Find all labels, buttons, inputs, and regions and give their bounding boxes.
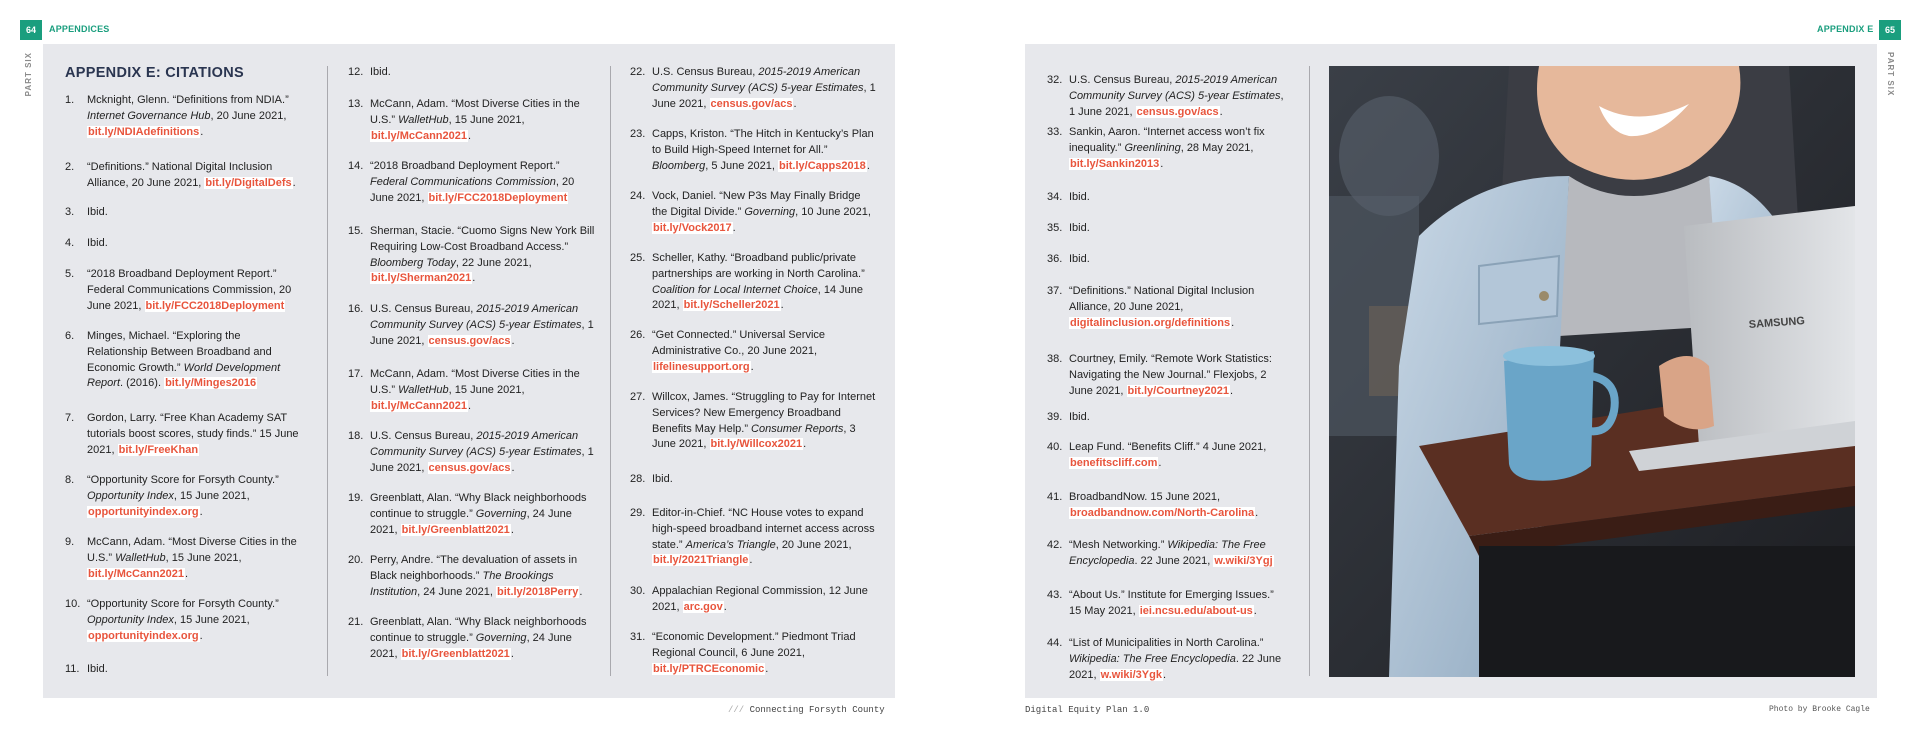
- column-divider: [1309, 66, 1310, 676]
- citation-text: “List of Municipalities in North Carolina.”: [1069, 637, 1264, 649]
- citation-text-cont: , 15 June 2021,: [173, 489, 250, 502]
- citation-end-punct: .: [1219, 105, 1223, 118]
- citation-text-cont: , 14 June 2021,: [652, 283, 863, 312]
- citation-number: 20.: [348, 554, 364, 566]
- citation-entry: [348, 429, 598, 476]
- citation-source-title: 2015-2019 American Community Survey (ACS) 5-year Estimates: [1069, 74, 1281, 102]
- citation-text-cont: , 20 June 2021,: [210, 109, 287, 122]
- citation-entry: [630, 251, 876, 314]
- citation-number: 1.: [65, 94, 75, 106]
- citation-source-title: WalletHub: [115, 551, 166, 564]
- citation-end-punct: .: [750, 360, 754, 373]
- citation-entry: [65, 205, 301, 221]
- citation-entry: [630, 584, 876, 616]
- citation-text: McCann, Adam. “Most Diverse Cities in the U.S.”: [87, 536, 297, 564]
- citation-link[interactable]: bit.ly/McCann2021: [371, 399, 467, 412]
- citation-number: 37.: [1047, 285, 1063, 297]
- citation-number: 25.: [630, 252, 646, 264]
- citation-entry: [65, 160, 301, 192]
- citation-text: Ibid.: [87, 237, 108, 249]
- citation-text: Ibid.: [87, 663, 108, 675]
- citation-entry: [1047, 636, 1289, 683]
- citation-text-cont: , 22 June 2021,: [455, 256, 532, 269]
- part-label-right: PART SIX: [1886, 52, 1895, 97]
- section-header-left: APPENDICES: [49, 24, 110, 34]
- citation-end-punct: .: [749, 554, 753, 567]
- citation-entry: [630, 189, 876, 236]
- citation-text: U.S. Census Bureau,: [652, 66, 759, 78]
- citation-text: Minges, Michael. “Exploring the Relationship Between Broadband and Economic Growth.”: [87, 330, 272, 374]
- citation-source-title: Internet Governance Hub: [87, 109, 211, 122]
- citation-link[interactable]: broadbandnow.com/North-Carolina: [1070, 506, 1255, 519]
- citation-text: Editor-in-Chief. “NC House votes to expand high-speed broadband internet access across state.”: [652, 507, 875, 551]
- citation-end-punct: .: [732, 221, 736, 234]
- citation-text-cont: . 22 June 2021,: [1069, 652, 1282, 681]
- citation-link[interactable]: bit.ly/Sankin2013: [1070, 157, 1160, 170]
- citation-text: Ibid.: [1069, 411, 1090, 423]
- citation-link[interactable]: benefitscliff.com: [1070, 456, 1158, 469]
- citation-text: U.S. Census Bureau,: [370, 303, 477, 315]
- citation-number: 27.: [630, 391, 646, 403]
- citation-end-punct: .: [866, 159, 870, 172]
- citation-end-punct: .: [199, 629, 203, 642]
- citation-entry: [1047, 125, 1289, 172]
- citation-entry: [348, 224, 598, 287]
- citation-source-title: America’s Triangle: [685, 538, 776, 551]
- citation-entry: [348, 553, 598, 600]
- citation-entry: [630, 506, 876, 569]
- citation-link[interactable]: bit.ly/Capps2018: [778, 159, 866, 172]
- citation-link[interactable]: bit.ly/Minges2016: [165, 377, 257, 390]
- section-header-right: APPENDIX E: [1817, 24, 1874, 34]
- citation-end-punct: .: [1158, 456, 1162, 469]
- citation-number: 15.: [348, 225, 364, 237]
- citation-end-punct: .: [467, 129, 472, 142]
- citation-link[interactable]: bit.ly/PTRCEconomic: [653, 662, 765, 675]
- footer-slashes: ///: [728, 705, 745, 715]
- citation-entry: [348, 65, 598, 81]
- citation-text: Sherman, Stacie. “Cuomo Signs New York Bill Requiring Low-Cost Broadband Access.”: [370, 225, 595, 253]
- citation-number: 19.: [348, 492, 364, 504]
- citation-end-punct: .: [511, 334, 515, 347]
- citation-number: 9.: [65, 536, 75, 548]
- photo-illustration: [1329, 66, 1855, 677]
- citation-end-punct: .: [1231, 316, 1235, 329]
- student-laptop-photo: [1329, 66, 1855, 677]
- page-number-right: 65: [1879, 20, 1901, 40]
- citation-text-cont: , 5 June 2021,: [705, 159, 778, 172]
- citation-text: BroadbandNow. 15 June 2021,: [1069, 491, 1221, 503]
- citation-entry: [630, 328, 876, 375]
- citation-number: 35.: [1047, 222, 1063, 234]
- citation-end-punct: .: [200, 125, 204, 138]
- citation-link[interactable]: opportunityindex.org: [88, 629, 199, 642]
- citation-text: Ibid.: [87, 206, 108, 218]
- citation-end-punct: .: [511, 461, 515, 474]
- citation-end-punct: .: [1162, 668, 1166, 681]
- citation-number: 13.: [348, 98, 364, 110]
- citation-number: 29.: [630, 507, 646, 519]
- citation-number: 2.: [65, 161, 75, 173]
- citation-entry: [630, 630, 876, 677]
- citation-source-title: Opportunity Index: [87, 613, 174, 626]
- citation-link[interactable]: census.gov/acs: [710, 97, 793, 110]
- appendix-title: APPENDIX E: CITATIONS: [65, 65, 244, 81]
- citation-number: 42.: [1047, 539, 1063, 551]
- citation-link[interactable]: bit.ly/DigitalDefs: [205, 176, 292, 189]
- citation-entry: [65, 93, 301, 140]
- citation-text: Ibid.: [652, 473, 673, 485]
- citation-number: 5.: [65, 268, 75, 280]
- citation-number: 16.: [348, 303, 364, 315]
- citation-text-cont: , 28 May 2021,: [1180, 141, 1254, 154]
- citation-link[interactable]: bit.ly/McCann2021: [88, 567, 184, 580]
- citation-entry: [348, 491, 598, 538]
- citation-entry: [348, 159, 598, 206]
- citation-entry: [65, 236, 301, 252]
- citation-entry: [65, 662, 301, 678]
- citation-source-title: Wikipedia: The Free Encyclopedia: [1069, 539, 1266, 567]
- citation-number: 6.: [65, 330, 75, 342]
- citation-text-cont: . 22 June 2021,: [1134, 554, 1214, 567]
- footer-publication-title: Connecting Forsyth County: [749, 705, 885, 715]
- citation-entry: [630, 127, 876, 174]
- citation-link[interactable]: bit.ly/Vock2017: [653, 221, 732, 234]
- citation-text-cont: , 10 June 2021,: [795, 205, 871, 218]
- citation-entry: [1047, 221, 1289, 237]
- citation-link[interactable]: bit.ly/FCC2018Deployment: [145, 299, 285, 312]
- citation-text-cont: , 3 June 2021,: [652, 422, 856, 451]
- citation-entry: [1047, 284, 1289, 331]
- citation-number: 26.: [630, 329, 646, 341]
- citation-number: 41.: [1047, 491, 1063, 503]
- citation-link[interactable]: census.gov/acs: [428, 334, 511, 347]
- citation-number: 22.: [630, 66, 646, 78]
- citation-end-punct: .: [1253, 604, 1257, 617]
- citation-entry: [348, 367, 598, 414]
- citation-number: 11.: [65, 663, 80, 675]
- citation-text: “Opportunity Score for Forsyth County.”: [87, 474, 279, 486]
- citation-link[interactable]: bit.ly/2018Perry: [497, 585, 579, 598]
- footer-left: [728, 705, 885, 715]
- citation-link[interactable]: bit.ly/McCann2021: [371, 129, 467, 142]
- citation-source-title: Wikipedia: The Free Encyclopedia: [1069, 652, 1236, 665]
- citation-text: “2018 Broadband Deployment Report.”: [370, 160, 560, 172]
- column-divider: [610, 66, 611, 676]
- citation-text: Ibid.: [1069, 191, 1090, 203]
- citation-source-title: Coalition for Local Internet Choice: [652, 283, 818, 296]
- citation-text: Vock, Daniel. “New P3s May Finally Bridge the Digital Divide.”: [652, 190, 861, 218]
- citation-entry: [1047, 252, 1289, 268]
- citation-text: Ibid.: [370, 66, 391, 78]
- citation-entry: [65, 473, 301, 520]
- citation-source-title: Opportunity Index: [87, 489, 174, 502]
- photo-credit: Photo by Brooke Cagle: [1769, 705, 1870, 714]
- citation-text: Perry, Andre. “The devaluation of assets in Black neighborhoods.”: [370, 554, 578, 582]
- citation-number: 30.: [630, 585, 646, 597]
- citation-source-title: Bloomberg Today: [370, 256, 456, 269]
- citation-entry: [1047, 190, 1289, 206]
- citation-entry: [65, 535, 301, 582]
- citation-entry: [1047, 490, 1289, 522]
- citation-end-punct: .: [510, 523, 514, 536]
- citation-number: 24.: [630, 190, 646, 202]
- citation-end-punct: .: [467, 399, 472, 412]
- citation-number: 10.: [65, 598, 81, 610]
- citation-text: Greenblatt, Alan. “Why Black neighborhoods continue to struggle.”: [370, 492, 587, 520]
- citation-text-cont: , 1 June 2021,: [1069, 89, 1284, 118]
- citation-text-cont: , 15 June 2021,: [448, 113, 525, 126]
- column-divider: [327, 66, 328, 676]
- citation-text: Sankin, Aaron. “Internet access won’t fix inequality.”: [1069, 126, 1265, 154]
- citation-end-punct: .: [292, 176, 296, 189]
- citation-text: “2018 Broadband Deployment Report.” Federal Communications Commission, 20 June 2021,: [87, 268, 292, 312]
- citation-text-cont: , 1 June 2021,: [370, 445, 594, 474]
- citation-text: “About Us.” Institute for Emerging Issues.” 15 May 2021,: [1069, 589, 1274, 617]
- citation-text-cont: , 20 June 2021,: [370, 175, 575, 204]
- citation-number: 40.: [1047, 441, 1063, 453]
- citation-text-cont: , 15 June 2021,: [173, 613, 250, 626]
- citation-entry: [630, 390, 876, 453]
- citation-source-title: 2015-2019 American Community Survey (ACS) 5-year Estimates: [370, 430, 582, 458]
- citation-text: “Economic Development.” Piedmont Triad Regional Council, 6 June 2021,: [652, 631, 856, 659]
- citation-text: “Definitions.” National Digital Inclusion Alliance, 20 June 2021,: [1069, 285, 1255, 313]
- citation-text: Gordon, Larry. “Free Khan Academy SAT tutorials boost scores, study finds.” 15 June 2021,: [87, 412, 299, 456]
- citation-link[interactable]: iei.ncsu.edu/about-us: [1139, 604, 1253, 617]
- citation-source-title: Governing: [744, 205, 796, 218]
- citation-end-punct: .: [803, 438, 807, 451]
- citation-number: 44.: [1047, 637, 1063, 649]
- citation-link[interactable]: lifelinesupport.org: [653, 360, 750, 373]
- citation-entry: [1047, 73, 1289, 120]
- citation-entry: [348, 97, 598, 144]
- citation-entry: [630, 472, 876, 488]
- citation-source-title: WalletHub: [398, 113, 449, 126]
- citation-end-punct: .: [510, 647, 514, 660]
- citation-text: Mcknight, Glenn. “Definitions from NDIA.”: [87, 94, 289, 106]
- citation-number: 38.: [1047, 353, 1063, 365]
- citation-text: Appalachian Regional Commission, 12 June 2021,: [652, 585, 868, 613]
- citation-text: Courtney, Emily. “Remote Work Statistics: Navigating the New Journal.” Flexjobs, 2 June 2021,: [1069, 353, 1272, 397]
- citation-link[interactable]: digitalinclusion.org/definitions: [1070, 316, 1231, 329]
- citation-end-punct: .: [1229, 384, 1234, 397]
- citation-number: 4.: [65, 237, 75, 249]
- citation-text-cont: , 24 June 2021,: [370, 507, 572, 536]
- citation-source-title: 2015-2019 American Community Survey (ACS) 5-year Estimates: [370, 303, 582, 331]
- citation-end-punct: .: [723, 600, 727, 613]
- citation-text-cont: , 15 June 2021,: [448, 383, 525, 396]
- part-label-left: PART SIX: [24, 52, 33, 97]
- citation-text: McCann, Adam. “Most Diverse Cities in the U.S.”: [370, 98, 580, 126]
- citation-entry: [65, 267, 301, 314]
- citation-entry: [348, 615, 598, 662]
- citation-text: Ibid.: [1069, 222, 1090, 234]
- citation-number: 39.: [1047, 411, 1063, 423]
- citation-text-cont: , 20 June 2021,: [775, 538, 852, 551]
- citation-link[interactable]: bit.ly/FCC2018Deployment: [428, 191, 568, 204]
- citation-link[interactable]: bit.ly/Scheller2021: [683, 299, 780, 312]
- citation-entry: [1047, 410, 1289, 426]
- citation-link[interactable]: bit.ly/FreeKhan: [118, 443, 199, 456]
- page-number-left: 64: [20, 20, 42, 40]
- citation-text-cont: . (2016).: [120, 377, 165, 390]
- citation-text: “Mesh Networking.”: [1069, 539, 1168, 551]
- citation-link[interactable]: bit.ly/Greenblatt2021: [401, 647, 510, 660]
- citation-link[interactable]: bit.ly/2021Triangle: [653, 554, 749, 567]
- citation-number: 34.: [1047, 191, 1063, 203]
- citation-number: 21.: [348, 616, 364, 628]
- citation-text: McCann, Adam. “Most Diverse Cities in the U.S.”: [370, 368, 580, 396]
- citation-entry: [65, 329, 301, 392]
- citation-text: U.S. Census Bureau,: [1069, 74, 1176, 86]
- citation-text: Scheller, Kathy. “Broadband public/private partnerships are working in North Carolina.”: [652, 252, 865, 280]
- citation-number: 32.: [1047, 74, 1063, 86]
- citation-number: 8.: [65, 474, 75, 486]
- citation-number: 14.: [348, 160, 364, 172]
- citation-link[interactable]: bit.ly/NDIAdefinitions: [88, 125, 200, 138]
- citation-end-punct: .: [1160, 157, 1164, 170]
- citation-source-title: WalletHub: [398, 383, 449, 396]
- citation-entry: [1047, 538, 1289, 570]
- citation-text: U.S. Census Bureau,: [370, 430, 477, 442]
- citation-link[interactable]: bit.ly/Courtney2021: [1127, 384, 1229, 397]
- citation-number: 36.: [1047, 253, 1063, 265]
- citation-number: 43.: [1047, 589, 1063, 601]
- citation-text-cont: , 24 June 2021,: [370, 631, 572, 660]
- citation-source-title: Bloomberg: [652, 159, 706, 172]
- citation-end-punct: .: [184, 567, 189, 580]
- citation-number: 12.: [348, 66, 364, 78]
- citation-source-title: The Brookings Institution: [370, 569, 554, 598]
- citation-end-punct: .: [472, 272, 476, 285]
- citation-link[interactable]: w.wiki/3Ygk: [1100, 668, 1162, 681]
- citation-link[interactable]: bit.ly/Sherman2021: [371, 272, 472, 285]
- citation-link[interactable]: bit.ly/Willcox2021: [710, 438, 803, 451]
- citation-text: “Get Connected.” Universal Service Administrative Co., 20 June 2021,: [652, 329, 826, 357]
- citation-text: Ibid.: [1069, 253, 1090, 265]
- citation-entry: [65, 411, 301, 458]
- citation-text-cont: , 1 June 2021,: [370, 318, 594, 347]
- citation-text-cont: , 1 June 2021,: [652, 81, 876, 110]
- citation-end-punct: .: [1255, 506, 1259, 519]
- citation-text-cont: , 15 June 2021,: [165, 551, 242, 564]
- laptop-brand-label: SAMSUNG: [1748, 315, 1806, 331]
- citation-number: 7.: [65, 412, 75, 424]
- citation-text: Willcox, James. “Struggling to Pay for Internet Services? New Emergency Broadband Benefits May Help.”: [652, 391, 876, 435]
- citation-entry: [65, 597, 301, 644]
- citation-number: 18.: [348, 430, 364, 442]
- citation-entry: [1047, 588, 1289, 620]
- citation-link[interactable]: w.wiki/3Ygj: [1214, 554, 1273, 567]
- citation-number: 28.: [630, 473, 646, 485]
- citation-link[interactable]: arc.gov: [683, 600, 723, 613]
- citation-number: 3.: [65, 206, 75, 218]
- citation-end-punct: .: [199, 505, 203, 518]
- citation-number: 31.: [630, 631, 646, 643]
- citation-text-cont: , 24 June 2021,: [417, 585, 496, 598]
- citation-end-punct: .: [793, 97, 797, 110]
- citation-text: Greenblatt, Alan. “Why Black neighborhoods continue to struggle.”: [370, 616, 587, 644]
- citation-source-title: Consumer Reports: [751, 422, 844, 435]
- citation-end-punct: .: [579, 585, 583, 598]
- citation-source-title: 2015-2019 American Community Survey (ACS) 5-year Estimates: [652, 66, 864, 94]
- citation-text: “Definitions.” National Digital Inclusion Alliance, 20 June 2021,: [87, 161, 273, 189]
- citation-end-punct: .: [765, 662, 769, 675]
- citation-source-title: Greenlining: [1124, 141, 1181, 154]
- citation-link[interactable]: census.gov/acs: [1136, 105, 1219, 118]
- citation-number: 33.: [1047, 126, 1063, 138]
- citation-end-punct: .: [780, 299, 784, 312]
- citation-link[interactable]: census.gov/acs: [428, 461, 511, 474]
- citation-entry: [1047, 352, 1289, 399]
- citation-source-title: Governing: [475, 631, 527, 644]
- citation-source-title: Governing: [475, 507, 527, 520]
- citation-text: Capps, Kriston. “The Hitch in Kentucky’s Plan to Build High-Speed Internet for All.”: [652, 128, 874, 156]
- citation-source-title: World Development Report: [87, 361, 281, 390]
- citation-link[interactable]: bit.ly/Greenblatt2021: [401, 523, 510, 536]
- citation-link[interactable]: opportunityindex.org: [88, 505, 199, 518]
- citation-number: 17.: [348, 368, 364, 380]
- citation-text: Leap Fund. “Benefits Cliff.” 4 June 2021,: [1069, 441, 1267, 453]
- citation-entry: [348, 302, 598, 349]
- citation-source-title: Federal Communications Commission: [370, 175, 556, 188]
- citation-number: 23.: [630, 128, 646, 140]
- citation-text: “Opportunity Score for Forsyth County.”: [87, 598, 279, 610]
- footer-right: Digital Equity Plan 1.0: [1025, 705, 1150, 715]
- citation-entry: [630, 65, 876, 112]
- citation-entry: [1047, 440, 1289, 472]
